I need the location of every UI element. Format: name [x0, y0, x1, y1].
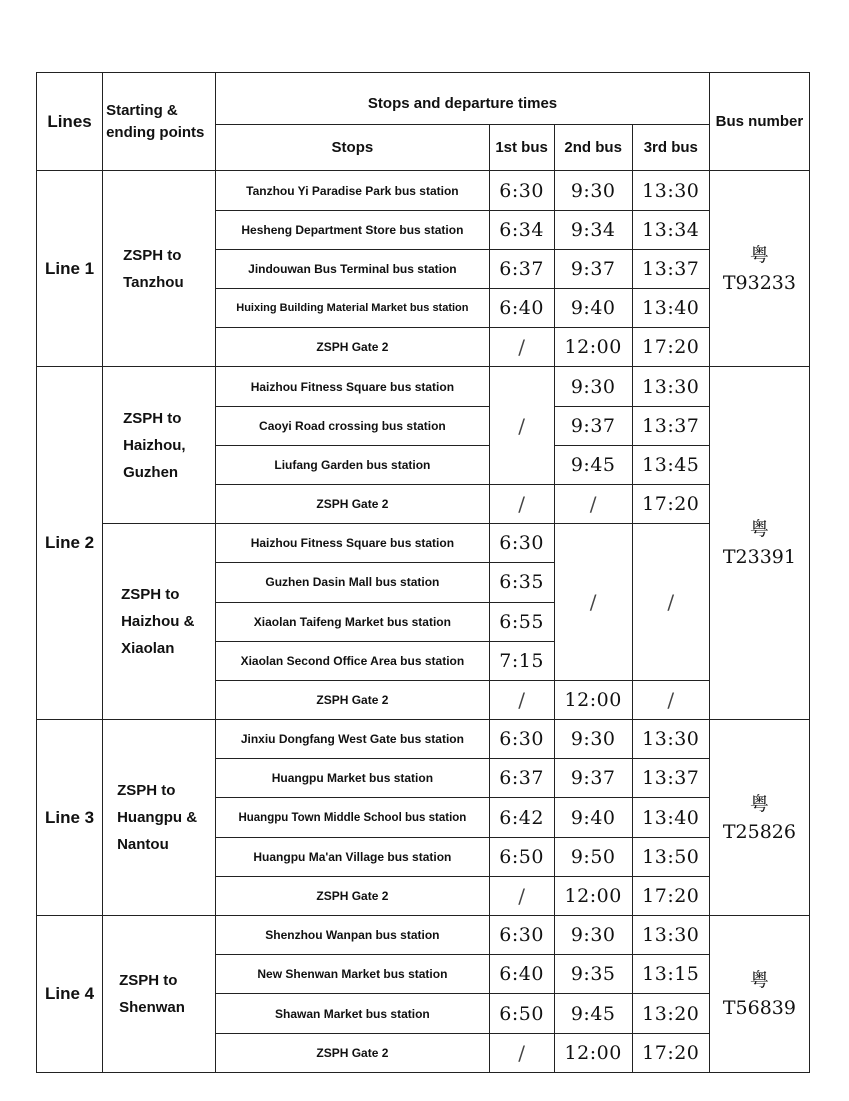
time-3rd: 13:37 [632, 249, 709, 288]
stop-name: ZSPH Gate 2 [216, 680, 489, 719]
time-3rd: 13:40 [632, 289, 709, 328]
line-4-route: ZSPH to Shenwan [103, 916, 216, 1073]
stop-name: Huangpu Market bus station [216, 759, 489, 798]
bus-plate-code: T56839 [722, 997, 796, 1020]
bus-plate-code: T23391 [722, 546, 796, 569]
stop-name: ZSPH Gate 2 [216, 328, 489, 367]
table-row [37, 720, 810, 759]
stop-name: Haizhou Fitness Square bus station [216, 367, 489, 406]
stop-name: Hesheng Department Store bus station [216, 210, 489, 249]
time-2nd: 9:40 [554, 798, 632, 837]
time-2nd: 9:37 [554, 759, 632, 798]
time-1st: 6:37 [489, 249, 554, 288]
stop-name: New Shenwan Market bus station [216, 955, 489, 994]
stop-name: Haizhou Fitness Square bus station [216, 524, 489, 563]
stop-name: Liufang Garden bus station [216, 445, 489, 484]
header-stops-times: Stops and departure times [216, 73, 710, 125]
bus-plate-prefix: 粤 [749, 792, 769, 815]
time-3rd: 13:15 [632, 955, 709, 994]
line-3-label: Line 3 [37, 720, 103, 916]
time-3rd: 13:50 [632, 837, 709, 876]
line-4-bus-number [709, 916, 809, 1073]
line-2-route-a: ZSPH to Haizhou, Guzhen [103, 367, 216, 524]
time-3rd: 13:37 [632, 759, 709, 798]
time-3rd: 13:30 [632, 720, 709, 759]
bus-plate-prefix: 粤 [749, 243, 769, 266]
time-1st-none: / [489, 1033, 554, 1072]
time-2nd: 9:50 [554, 837, 632, 876]
time-2nd: 9:34 [554, 210, 632, 249]
bus-plate-prefix: 粤 [749, 518, 769, 541]
time-2nd: 9:30 [554, 367, 632, 406]
stop-name: Tanzhou Yi Paradise Park bus station [216, 171, 489, 210]
time-1st: 6:55 [489, 602, 554, 641]
stop-name: Huixing Building Material Market bus station [216, 289, 489, 328]
time-1st-none: / [489, 876, 554, 915]
time-3rd: 13:20 [632, 994, 709, 1033]
time-3rd-none: / [632, 680, 709, 719]
table-row [37, 171, 810, 210]
time-1st: 6:50 [489, 837, 554, 876]
header-start-end: Starting & ending points [103, 73, 216, 171]
stop-name: Jindouwan Bus Terminal bus station [216, 249, 489, 288]
time-1st: 6:30 [489, 720, 554, 759]
stop-name: Xiaolan Taifeng Market bus station [216, 602, 489, 641]
header-2nd-bus: 2nd bus [554, 125, 632, 171]
time-1st-none: / [489, 367, 554, 485]
time-1st: 6:30 [489, 916, 554, 955]
time-1st-none: / [489, 484, 554, 523]
time-3rd: 17:20 [632, 484, 709, 523]
stop-name: ZSPH Gate 2 [216, 1033, 489, 1072]
time-1st: 6:35 [489, 563, 554, 602]
time-3rd: 13:37 [632, 406, 709, 445]
time-3rd: 13:40 [632, 798, 709, 837]
time-2nd: 9:30 [554, 171, 632, 210]
line-3-route: ZSPH to Huangpu & Nantou [103, 720, 216, 916]
time-1st: 6:50 [489, 994, 554, 1033]
time-3rd-none: / [632, 524, 709, 681]
header-stops: Stops [216, 125, 489, 171]
table-row [37, 916, 810, 955]
time-2nd-none: / [554, 524, 632, 681]
time-2nd: 9:30 [554, 916, 632, 955]
bus-plate-prefix: 粤 [749, 969, 769, 992]
time-1st: 6:30 [489, 171, 554, 210]
time-1st-none: / [489, 680, 554, 719]
line-4-label: Line 4 [37, 916, 103, 1073]
time-2nd: 9:37 [554, 406, 632, 445]
stop-name: Caoyi Road crossing bus station [216, 406, 489, 445]
header-1st-bus: 1st bus [489, 125, 554, 171]
time-2nd: 9:30 [554, 720, 632, 759]
stop-name: Shenzhou Wanpan bus station [216, 916, 489, 955]
time-2nd: 12:00 [554, 680, 632, 719]
line-1-label: Line 1 [37, 171, 103, 367]
stop-name: Shawan Market bus station [216, 994, 489, 1033]
time-2nd: 12:00 [554, 1033, 632, 1072]
time-1st: 6:34 [489, 210, 554, 249]
bus-schedule-table [36, 72, 810, 1073]
time-2nd-none: / [554, 484, 632, 523]
time-2nd: 12:00 [554, 876, 632, 915]
time-1st: 6:40 [489, 955, 554, 994]
line-2-label: Line 2 [37, 367, 103, 720]
time-2nd: 9:45 [554, 445, 632, 484]
time-2nd: 12:00 [554, 328, 632, 367]
header-lines: Lines [37, 73, 103, 171]
time-1st: 6:42 [489, 798, 554, 837]
time-3rd: 13:45 [632, 445, 709, 484]
time-2nd: 9:35 [554, 955, 632, 994]
table-row [37, 367, 810, 406]
line-2-route-b: ZSPH to Haizhou & Xiaolan [103, 524, 216, 720]
stop-name: Guzhen Dasin Mall bus station [216, 563, 489, 602]
stop-name: Huangpu Town Middle School bus station [216, 798, 489, 837]
time-3rd: 17:20 [632, 328, 709, 367]
header-3rd-bus: 3rd bus [632, 125, 709, 171]
bus-plate-code: T93233 [722, 271, 796, 294]
time-1st: 6:37 [489, 759, 554, 798]
time-3rd: 13:30 [632, 367, 709, 406]
time-3rd: 13:30 [632, 916, 709, 955]
line-1-route: ZSPH to Tanzhou [103, 171, 216, 367]
stop-name: ZSPH Gate 2 [216, 484, 489, 523]
line-1-bus-number [709, 171, 809, 367]
time-2nd: 9:45 [554, 994, 632, 1033]
table-row [37, 524, 810, 563]
line-3-bus-number [709, 720, 809, 916]
stop-name: Jinxiu Dongfang West Gate bus station [216, 720, 489, 759]
stop-name: Huangpu Ma'an Village bus station [216, 837, 489, 876]
stop-name: Xiaolan Second Office Area bus station [216, 641, 489, 680]
time-2nd: 9:40 [554, 289, 632, 328]
bus-plate-code: T25826 [722, 820, 796, 843]
time-3rd: 13:30 [632, 171, 709, 210]
header-bus-number: Bus number [709, 73, 809, 171]
time-3rd: 17:20 [632, 1033, 709, 1072]
time-3rd: 17:20 [632, 876, 709, 915]
time-2nd: 9:37 [554, 249, 632, 288]
time-1st-none: / [489, 328, 554, 367]
time-1st: 6:40 [489, 289, 554, 328]
time-3rd: 13:34 [632, 210, 709, 249]
line-2-bus-number [709, 367, 809, 720]
time-1st: 6:30 [489, 524, 554, 563]
header-row-1 [37, 73, 810, 125]
stop-name: ZSPH Gate 2 [216, 876, 489, 915]
time-1st: 7:15 [489, 641, 554, 680]
